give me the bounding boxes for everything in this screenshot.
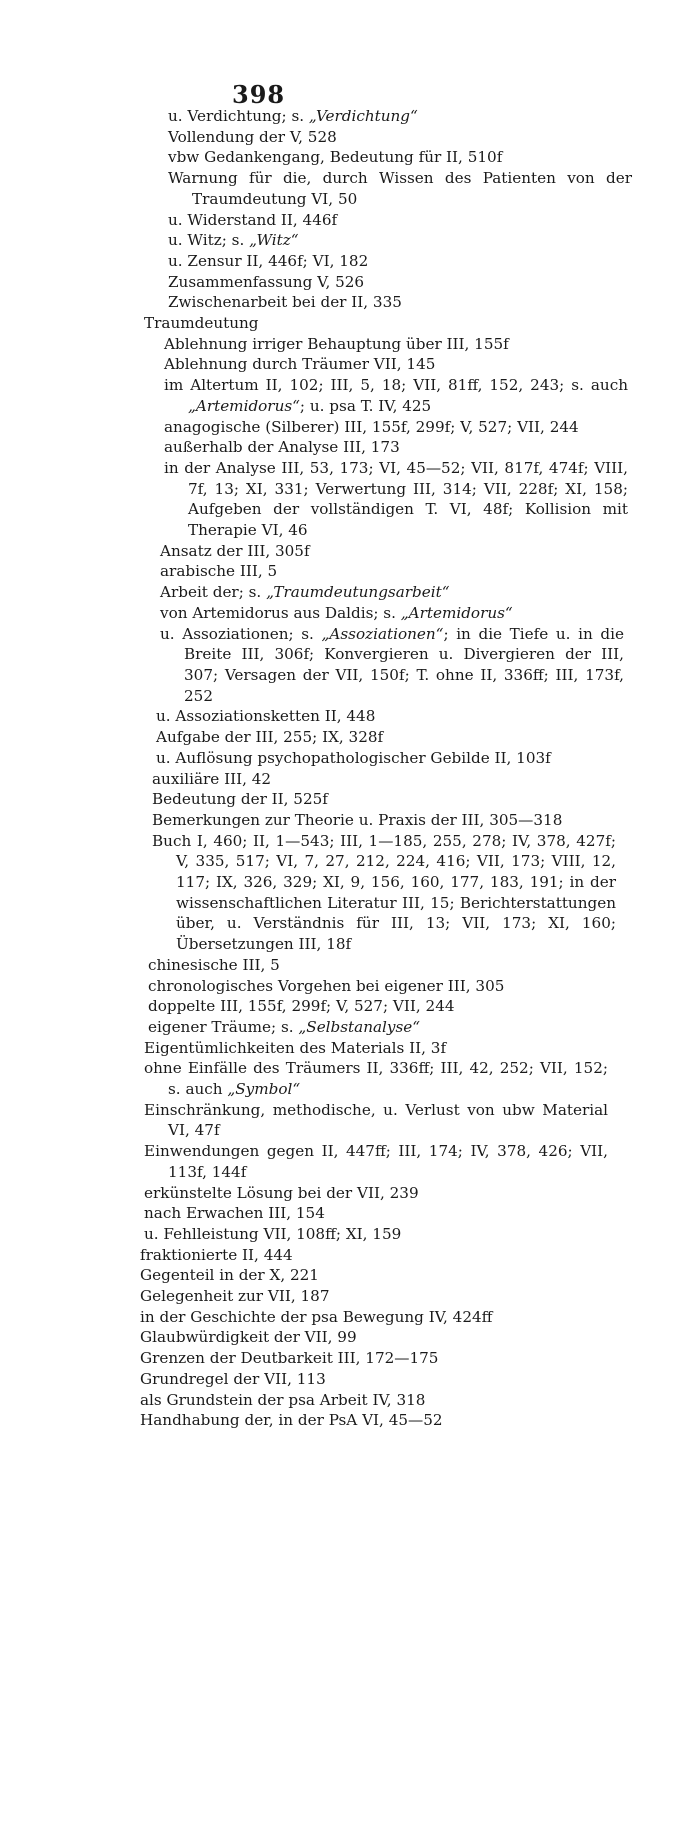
index-entry: u. Fehlleistung VII, 108ff; XI, 159 [144, 1224, 402, 1243]
index-entry: in der Geschichte der psa Bewegung IV, 424ff [140, 1307, 493, 1326]
index-heading: Traumdeutung [144, 314, 259, 333]
index-entry: Grenzen der Deutbarkeit III, 172—175 [140, 1349, 439, 1368]
index-entry: als Grundstein der psa Arbeit IV, 318 [140, 1390, 426, 1409]
index-entry: Zwischenarbeit bei der II, 335 [168, 293, 402, 312]
index-entry: Gelegenheit zur VII, 187 [140, 1287, 330, 1306]
index-entry: u. Auflösung psychopathologischer Gebilde II, 103f [156, 748, 551, 767]
index-entry: u. Assoziationsketten II, 448 [156, 707, 376, 726]
index-entry: erkünstelte Lösung bei der VII, 239 [144, 1183, 419, 1202]
index-entry: auxiliäre III, 42 [152, 769, 272, 788]
index-entry: Eigentümlichkeiten des Materials II, 3f [144, 1038, 447, 1057]
index-entry: Grundregel der VII, 113 [140, 1369, 326, 1388]
index-entry: Einschränkung, methodische, u. Verlust von ubw Material VI, 47f [144, 1100, 608, 1140]
index-entries [0, 106, 697, 1431]
index-entry: u. Assoziationen; s. „Assoziationen“; in die Tiefe u. in die Breite III, 306f; Konvergieren u. Divergieren der III, 307; Versagen der VII, 150f; T. ohne II, 336ff; III, 173f, 252 [160, 624, 624, 705]
index-entry: chronologisches Vorgehen bei eigener III, 305 [148, 976, 505, 995]
index-entry: im Altertum II, 102; III, 5, 18; VII, 81ff, 152, 243; s. auch „Artemidorus“; u. psa T. IV, 425 [164, 376, 628, 415]
index-entry: Ablehnung irriger Behauptung über III, 155f [164, 334, 509, 353]
index-entry: Bedeutung der II, 525f [152, 790, 328, 809]
index-entry: Gegenteil in der X, 221 [140, 1266, 319, 1285]
index-entry: u. Widerstand II, 446f [168, 210, 338, 229]
page-number: 398 [232, 80, 286, 109]
index-entry: Buch I, 460; II, 1—543; III, 1—185, 255, 278; IV, 378, 427f; V, 335, 517; VI, 7, 27, 212, 224, 416; VII, 173; VIII, 12, 117; IX, 326, 329; XI, 9, 156, 160, 177, 183, 191; in der wissenschaftlichen Literatur III, 15; Berichterstattungen über, u. Verständnis für III, 13; VII, 173; XI, 160; Übersetzungen III, 18f [152, 831, 616, 954]
index-entry: chinesische III, 5 [148, 955, 280, 974]
index-entry: Vollendung der V, 528 [168, 127, 337, 146]
index-entry: Handhabung der, in der PsA VI, 45—52 [140, 1411, 443, 1430]
index-entry: Bemerkungen zur Theorie u. Praxis der III, 305—318 [152, 810, 563, 829]
index-entry: vbw Gedankengang, Bedeutung für II, 510f [168, 148, 503, 167]
index-entry: ohne Einfälle des Träumers II, 336ff; III, 42, 252; VII, 152; s. auch „Symbol“ [144, 1059, 608, 1099]
index-entry: Arbeit der; s. „Traumdeutungsarbeit“ [160, 583, 450, 602]
index-entry: arabische III, 5 [160, 562, 278, 581]
index-entry: u. Zensur II, 446f; VI, 182 [168, 251, 369, 270]
index-entry: eigener Träume; s. „Selbstanalyse“ [148, 1017, 421, 1036]
index-entry: außerhalb der Analyse III, 173 [164, 438, 400, 457]
index-entry: nach Erwachen III, 154 [144, 1204, 325, 1223]
index-entry: Ansatz der III, 305f [160, 541, 310, 560]
index-entry: u. Verdichtung; s. „Verdichtung“ [168, 107, 418, 125]
index-entry: in der Analyse III, 53, 173; VI, 45—52; VII, 817f, 474f; VIII, 7f, 13; XI, 331; Verwertung III, 314; VII, 228f; XI, 158; Aufgeben der vollständigen T. VI, 48f; Kollision mit Therapie VI, 46 [164, 458, 628, 540]
index-entry: Zusammenfassung V, 526 [168, 272, 365, 291]
index-entry: Ablehnung durch Träumer VII, 145 [164, 355, 436, 374]
index-entry: anagogische (Silberer) III, 155f, 299f; V, 527; VII, 244 [164, 417, 579, 436]
index-entry: fraktionierte II, 444 [140, 1245, 293, 1264]
index-entry: von Artemidorus aus Daldis; s. „Artemidorus“ [160, 603, 513, 622]
index-entry: Warnung für die, durch Wissen des Patienten von der Traumdeutung VI, 50 [168, 169, 632, 208]
index-entry: Glaubwürdigkeit der VII, 99 [140, 1328, 357, 1347]
index-entry: u. Witz; s. „Witz“ [168, 231, 299, 250]
index-entry: Aufgabe der III, 255; IX, 328f [156, 728, 384, 747]
index-entry: Einwendungen gegen II, 447ff; III, 174; IV, 378, 426; VII, 113f, 144f [144, 1142, 608, 1181]
index-entry: doppelte III, 155f, 299f; V, 527; VII, 244 [148, 997, 455, 1016]
